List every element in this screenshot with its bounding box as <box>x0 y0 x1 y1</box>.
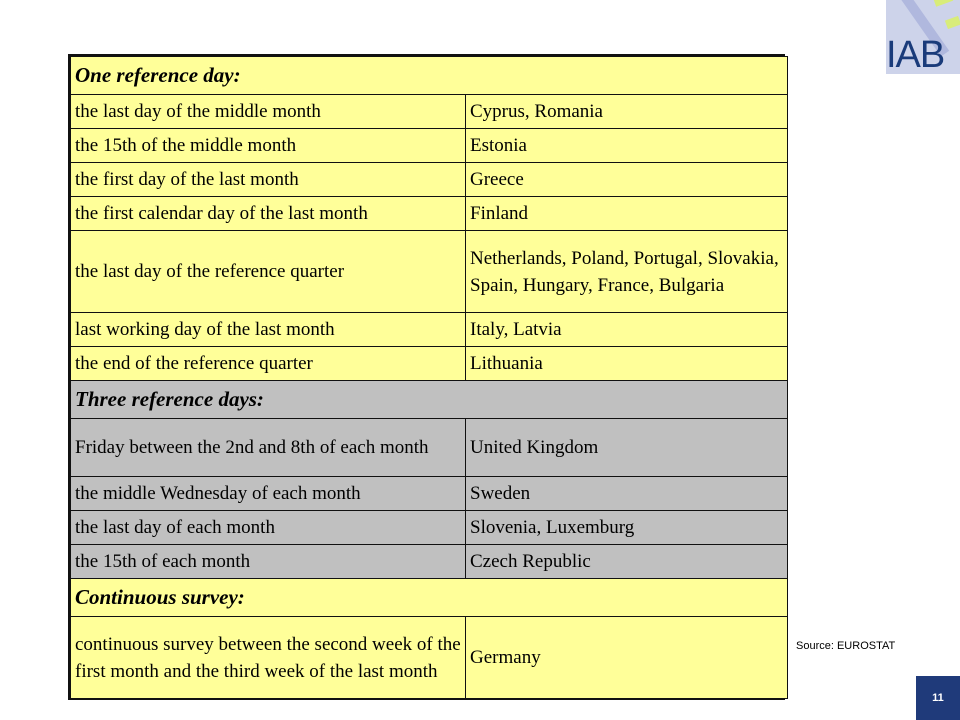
reference-rule-cell: the last day of the reference quarter <box>71 231 466 313</box>
reference-rule-cell: continuous survey between the second week of the first month and the third week of the last month <box>71 617 466 699</box>
page-number: 11 <box>916 676 960 720</box>
table-row <box>71 95 788 129</box>
reference-rule-cell: the 15th of each month <box>71 545 466 579</box>
table-row <box>71 163 788 197</box>
table-row <box>71 617 788 699</box>
country-cell: Greece <box>466 163 788 197</box>
reference-rule-cell: the last day of each month <box>71 511 466 545</box>
country-cell: Sweden <box>466 477 788 511</box>
reference-rule-cell: the end of the reference quarter <box>71 347 466 381</box>
table-row <box>71 477 788 511</box>
reference-rule-cell: last working day of the last month <box>71 313 466 347</box>
table-row <box>71 197 788 231</box>
country-cell: Finland <box>466 197 788 231</box>
section-heading: Continuous survey: <box>71 579 788 617</box>
country-cell: United Kingdom <box>466 419 788 477</box>
source-note: Source: EUROSTAT <box>796 640 896 652</box>
reference-rule-cell: the first day of the last month <box>71 163 466 197</box>
section-heading: One reference day: <box>71 57 788 95</box>
table-row <box>71 419 788 477</box>
table-row <box>71 545 788 579</box>
country-cell: Czech Republic <box>466 545 788 579</box>
table-row <box>71 511 788 545</box>
country-cell: Netherlands, Poland, Portugal, Slovakia, Spain, Hungary, France, Bulgaria <box>466 231 788 313</box>
reference-rule-cell: Friday between the 2nd and 8th of each month <box>71 419 466 477</box>
table-row <box>71 347 788 381</box>
reference-rule-cell: the first calendar day of the last month <box>71 197 466 231</box>
table-row <box>71 313 788 347</box>
logo-accent <box>933 0 953 7</box>
reference-rule-cell: the middle Wednesday of each month <box>71 477 466 511</box>
country-cell: Lithuania <box>466 347 788 381</box>
logo-text: IAB <box>886 34 945 74</box>
country-cell: Cyprus, Romania <box>466 95 788 129</box>
country-cell: Italy, Latvia <box>466 313 788 347</box>
table-row <box>71 231 788 313</box>
table-row <box>71 129 788 163</box>
iab-logo <box>886 0 960 74</box>
country-cell: Estonia <box>466 129 788 163</box>
logo-accent <box>945 16 960 29</box>
country-cell: Slovenia, Luxemburg <box>466 511 788 545</box>
reference-rule-cell: the last day of the middle month <box>71 95 466 129</box>
country-cell: Germany <box>466 617 788 699</box>
section-heading-row <box>71 579 788 617</box>
section-heading-row <box>71 57 788 95</box>
reference-days-table <box>68 54 785 700</box>
reference-rule-cell: the 15th of the middle month <box>71 129 466 163</box>
section-heading-row <box>71 381 788 419</box>
section-heading: Three reference days: <box>71 381 788 419</box>
